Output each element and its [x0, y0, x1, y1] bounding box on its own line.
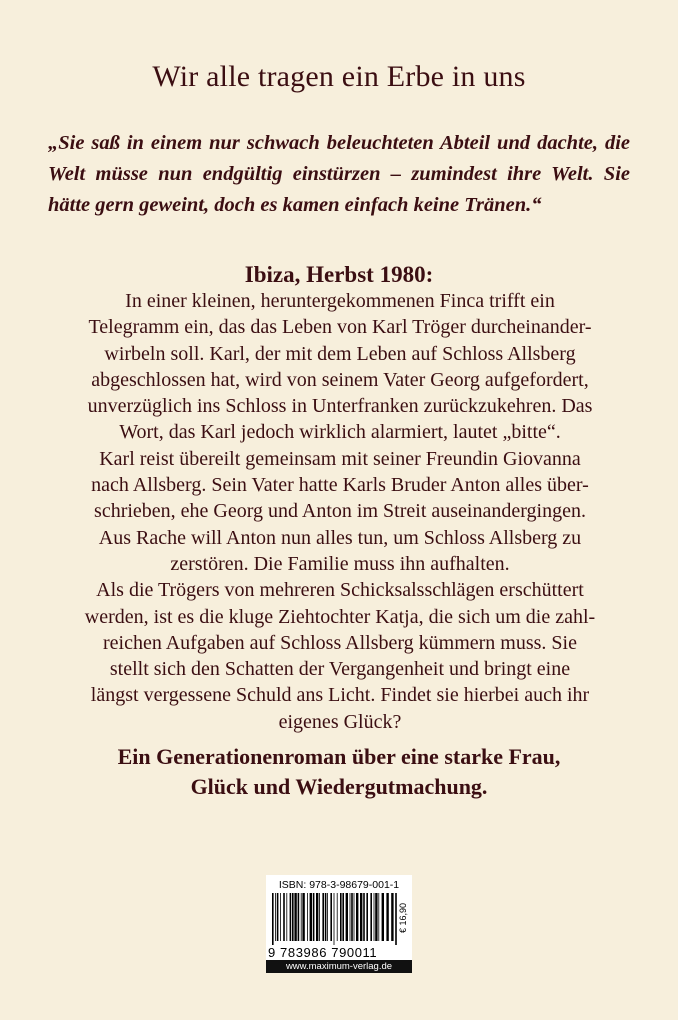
barcode-bar [382, 893, 384, 941]
barcode-bar [334, 893, 335, 945]
opening-quote: „Sie saß in einem nur schwach beleuchteten Abteil und dachte, die Welt müsse nun endgültig einstürzen – zumindest ihre Welt. Sie hätte gern geweint, doch es kamen einfach keine Tränen.“ [48, 132, 630, 216]
barcode-bar [319, 893, 320, 941]
barcode-bar [322, 893, 324, 941]
headline: Wir alle tragen ein Erbe in uns [152, 60, 526, 93]
barcode-bar [354, 893, 355, 941]
barcode-bar [370, 893, 372, 941]
barcode-bar [330, 893, 332, 941]
price-label: € 16,90 [398, 902, 408, 934]
barcode-bar [340, 893, 342, 941]
blurb-paragraph: In einer kleinen, heruntergekommenen Finca trifft ein Telegramm ein, das das Leben von Karl Tröger durcheinander-wirbeln soll. Karl, der mit dem Leben auf Schloss Allsberg abgeschlossen hat, wird von seinem Vater Georg aufgefordert, unverzüglich ins Schloss in Unterfranken zurückzukehren. Das Wort, das Karl jedoch wirklich alarmiert, lautet „bitte“. [87, 290, 593, 444]
blurb-text [84, 288, 596, 735]
publisher-url: www.maximum-verlag.de [266, 960, 412, 973]
barcode-bar [378, 893, 379, 941]
barcode-bar [356, 893, 358, 941]
barcode-bar [292, 893, 294, 941]
barcode-bar [310, 893, 312, 941]
barcode-bar [327, 893, 328, 941]
barcode-bar [386, 893, 388, 941]
barcode-bar [301, 893, 302, 941]
barcode-bar [290, 893, 292, 941]
barcode-bar [346, 893, 348, 941]
barcode-bar [391, 893, 393, 941]
barcode-bar [350, 893, 351, 941]
barcode-digits: 9 783986 790011 [268, 945, 378, 960]
barcode-bar [366, 893, 368, 941]
blurb-paragraph: Als die Trögers von mehreren Schicksalsschlägen erschüttert werden, ist es die kluge Ziehtochter Katja, die sich um die zahl-reichen Aufgaben auf Schloss Allsberg kümmern muss. Sie stellt sich den Schatten der Vergangenheit und bringt eine längst vergessene Schuld ans Licht. Findet sie hierbei auch ihr eigenes Glück? [84, 579, 596, 733]
isbn-label: ISBN: 978-3-98679-001-1 [278, 879, 400, 891]
blurb-paragraph: Karl reist übereilt gemeinsam mit seiner Freundin Giovanna nach Allsberg. Sein Vater hatte Karls Bruder Anton alles über-schrieben, ehe Georg und Anton im Streit auseinandergingen. Aus Rache will Anton nun alles tun, um Schloss Allsberg zu zerstören. Die Familie muss ihn aufhalten. [91, 447, 589, 575]
tagline [0, 742, 678, 802]
barcode-bar [272, 893, 274, 945]
barcode-bar [337, 893, 338, 941]
barcode-bars [270, 893, 398, 945]
barcode-bar [277, 893, 279, 941]
barcode-bar [342, 893, 344, 941]
barcode-bar [375, 893, 377, 941]
tagline-line: Glück und Wiedergutmachung. [190, 774, 488, 799]
barcode-bar [351, 893, 353, 941]
barcode-bar [363, 893, 365, 941]
barcode-bar [325, 893, 327, 941]
tagline-line: Ein Generationenroman über eine starke Frau, [117, 744, 561, 769]
barcode-bar [280, 893, 281, 941]
barcode-bar [313, 893, 315, 941]
barcode-bar [316, 893, 318, 941]
place-date-heading: Ibiza, Herbst 1980: [244, 262, 434, 287]
barcode-bar [294, 893, 296, 941]
barcode-bar [275, 893, 276, 941]
barcode-bar [298, 893, 300, 941]
barcode-bar [374, 893, 375, 941]
barcode-bar [286, 893, 287, 941]
barcode-bar [283, 893, 285, 941]
isbn-barcode [266, 875, 412, 973]
barcode-bar [307, 893, 308, 941]
barcode-bar [302, 893, 304, 941]
barcode-bar [360, 893, 362, 941]
